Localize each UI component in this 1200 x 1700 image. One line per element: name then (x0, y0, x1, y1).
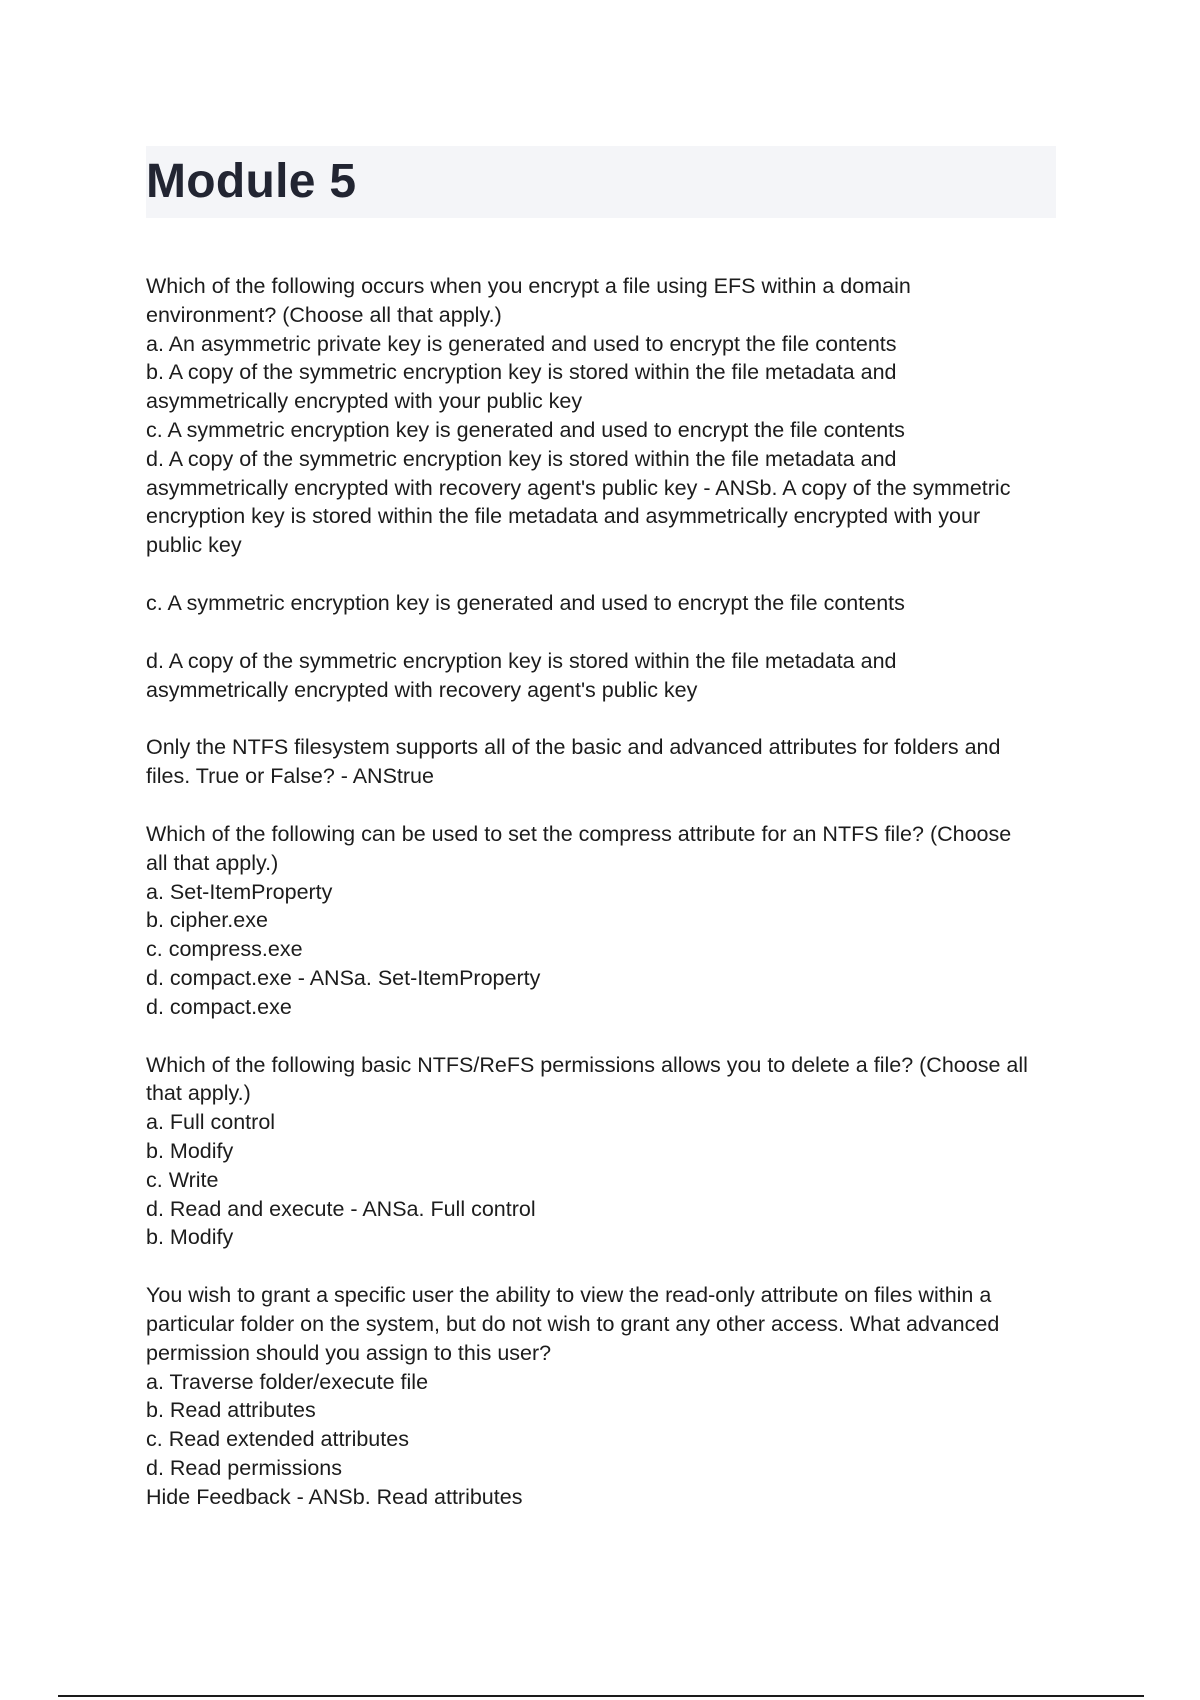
question-line: permission should you assign to this user? (146, 1340, 552, 1365)
option-line: asymmetrically encrypted with your public key (146, 389, 583, 414)
answer-line: asymmetrically encrypted with recovery agent's public key - ANSb. A copy of the symmetric (146, 475, 1011, 500)
question-1-answer-d (146, 647, 1066, 705)
option-line: b. cipher.exe (146, 908, 268, 933)
question-line: environment? (Choose all that apply.) (146, 302, 502, 327)
option-line: c. compress.exe (146, 937, 303, 962)
answer-line: c. A symmetric encryption key is generated and used to encrypt the file contents (146, 590, 905, 615)
question-line: Which of the following basic NTFS/ReFS permissions allows you to delete a file? (Choose all (146, 1052, 1028, 1077)
answer-line: Hide Feedback - ANSb. Read attributes (146, 1484, 523, 1509)
question-line: particular folder on the system, but do not wish to grant any other access. What advanced (146, 1311, 1000, 1336)
title-banner (146, 146, 1056, 218)
question-line: Only the NTFS filesystem supports all of the basic and advanced attributes for folders and (146, 735, 1001, 760)
question-1-answer-c (146, 589, 1066, 618)
page-title: Module 5 (146, 155, 357, 208)
answer-line: public key (146, 533, 242, 558)
option-line: a. Set-ItemProperty (146, 879, 333, 904)
answer-line: d. Read and execute - ANSa. Full control (146, 1196, 536, 1221)
option-line: c. Write (146, 1167, 219, 1192)
answer-line: b. Modify (146, 1225, 234, 1250)
answer-line: files. True or False? - ANStrue (146, 764, 434, 789)
question-2 (146, 733, 1066, 791)
question-line: Which of the following can be used to set the compress attribute for an NTFS file? (Choose (146, 821, 1012, 846)
document-body (146, 272, 1066, 1511)
option-line: b. A copy of the symmetric encryption key is stored within the file metadata and (146, 360, 897, 385)
option-line: a. Full control (146, 1110, 276, 1135)
question-3 (146, 820, 1066, 1022)
option-line: b. Modify (146, 1138, 234, 1163)
option-line: c. Read extended attributes (146, 1427, 409, 1452)
answer-line: d. compact.exe (146, 994, 292, 1019)
option-line: d. Read permissions (146, 1455, 342, 1480)
answer-line: d. A copy of the symmetric encryption key is stored within the file metadata and (146, 648, 897, 673)
question-4 (146, 1051, 1066, 1253)
question-line: You wish to grant a specific user the ability to view the read-only attribute on files within a (146, 1283, 992, 1308)
question-5 (146, 1281, 1066, 1511)
option-line: c. A symmetric encryption key is generated and used to encrypt the file contents (146, 417, 905, 442)
question-line: Which of the following occurs when you encrypt a file using EFS within a domain (146, 274, 911, 298)
question-1 (146, 272, 1066, 560)
question-line: that apply.) (146, 1081, 251, 1106)
option-line: d. A copy of the symmetric encryption key is stored within the file metadata and (146, 446, 897, 471)
answer-line: d. compact.exe - ANSa. Set-ItemProperty (146, 965, 541, 990)
option-line: a. Traverse folder/execute file (146, 1369, 429, 1394)
option-line: b. Read attributes (146, 1398, 316, 1423)
page-bottom-divider (58, 1695, 1144, 1697)
option-line: a. An asymmetric private key is generated and used to encrypt the file contents (146, 331, 897, 356)
answer-line: asymmetrically encrypted with recovery agent's public key (146, 677, 698, 702)
answer-line: encryption key is stored within the file metadata and asymmetrically encrypted with your (146, 504, 981, 529)
question-line: all that apply.) (146, 850, 279, 875)
